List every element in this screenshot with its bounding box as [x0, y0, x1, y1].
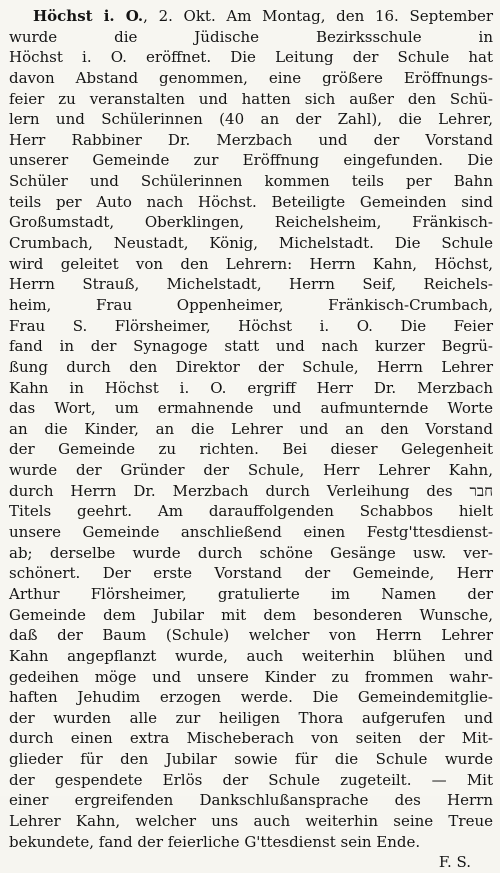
article-line: Herr Rabbiner Dr. Merzbach und der Vorstand	[9, 130, 493, 149]
article-line: durch Herrn Dr. Merzbach durch Verleihung des חבר	[9, 481, 493, 500]
article-line: glieder für den Jubilar sowie für die Schule wurde	[9, 750, 493, 769]
article-line: durch einen extra Mischeberach von seiten der Mit-	[9, 729, 493, 748]
article-line: Höchst i. O., 2. Okt. Am Montag, den 16. September	[33, 7, 493, 25]
article-line: lern und Schülerinnen (40 an der Zahl), die Lehrer,	[9, 110, 493, 129]
article-text	[9, 6, 493, 873]
article-line: wurde die Jüdische Bezirksschule in	[9, 27, 493, 46]
article-line: einer ergreifenden Dankschlußansprache des Herrn	[9, 791, 493, 810]
article-line: Kahn in Höchst i. O. ergriff Herr Dr. Merzbach	[9, 378, 493, 397]
article-line: bekundete, fand der feierliche G'ttesdienst sein Ende.	[9, 832, 421, 851]
article-line: Lehrer Kahn, welcher uns auch weiterhin seine Treue	[9, 811, 493, 830]
article-line: Crumbach, Neustadt, König, Michelstadt. Die Schule	[9, 234, 493, 253]
article-line: daß der Baum (Schule) welcher von Herrn Lehrer	[9, 626, 493, 645]
article-line: Frau S. Flörsheimer, Höchst i. O. Die Feier	[9, 316, 493, 335]
article-line: fand in der Synagoge statt und nach kurzer Begrü-	[9, 337, 493, 356]
article-line: an die Kinder, an die Lehrer und an den Vorstand	[9, 419, 493, 438]
article-line: unserer Gemeinde zur Eröffnung eingefunden. Die	[9, 151, 493, 170]
article-line: Großumstadt, Oberklingen, Reichelsheim, Fränkisch-	[9, 213, 493, 232]
article-line: Herrn Strauß, Michelstadt, Herrn Seif, Reichels-	[9, 275, 493, 294]
article-line: Titels geehrt. Am darauffolgenden Schabbos hielt	[9, 502, 493, 521]
article-line: Höchst i. O. eröffnet. Die Leitung der Schule hat	[9, 48, 493, 67]
article-line: wird geleitet von den Lehrern: Herrn Kahn, Höchst,	[9, 254, 493, 273]
article-line: der Gemeinde zu richten. Bei dieser Gelegenheit	[9, 440, 493, 459]
article-line: der wurden alle zur heiligen Thora aufgerufen und	[9, 708, 493, 727]
article-line: ab; derselbe wurde durch schöne Gesänge usw. ver-	[9, 543, 493, 562]
article-line: heim, Frau Oppenheimer, Fränkisch-Crumbach,	[9, 295, 493, 314]
article-line: Schüler und Schülerinnen kommen teils per Bahn	[9, 172, 493, 191]
article-line: das Wort, um ermahnende und aufmunternde Worte	[9, 399, 493, 418]
author-signature: F. S.	[438, 853, 471, 872]
article-line: haften Jehudim erzogen werde. Die Gemeindemitglie-	[9, 688, 493, 707]
article-line: gedeihen möge und unsere Kinder zu frommen wahr-	[9, 667, 493, 686]
article-line: Arthur Flörsheimer, gratulierte im Namen der	[9, 584, 493, 603]
article-line: ßung durch den Direktor der Schule, Herrn Lehrer	[9, 357, 493, 376]
article-line: unsere Gemeinde anschließend einen Festg'ttesdienst-	[9, 523, 493, 542]
article-line: der gespendete Erlös der Schule zugeteilt. — Mit	[9, 770, 493, 789]
article-line: schönert. Der erste Vorstand der Gemeinde, Herr	[9, 564, 493, 583]
dateline: Höchst i. O.	[33, 7, 144, 25]
article-line: teils per Auto nach Höchst. Beteiligte Gemeinden sind	[9, 192, 493, 211]
article-line: davon Abstand genommen, eine größere Eröffnungs-	[9, 68, 493, 87]
article-line: Kahn angepflanzt wurde, auch weiterhin blühen und	[9, 646, 493, 665]
article-line: feier zu veranstalten und hatten sich außer den Schü-	[9, 89, 493, 108]
article-line: wurde der Gründer der Schule, Herr Lehrer Kahn,	[9, 461, 493, 480]
article-line: Gemeinde dem Jubilar mit dem besonderen Wunsche,	[9, 605, 493, 624]
